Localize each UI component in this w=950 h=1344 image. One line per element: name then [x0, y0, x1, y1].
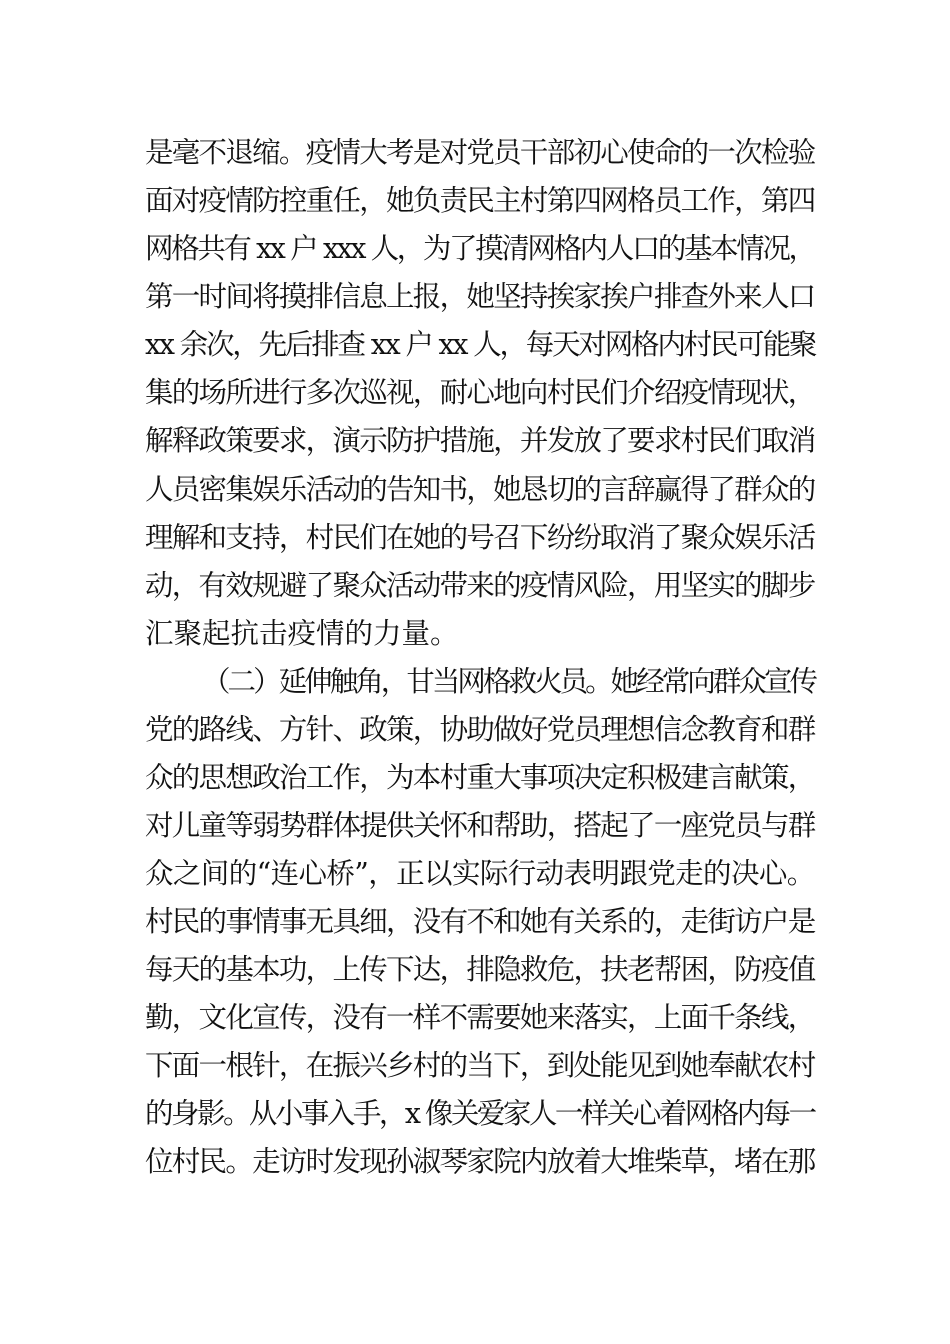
- text-line-20: 下面一根针，在振兴乡村的当下，到处能见到她奉献农村: [145, 1049, 815, 1082]
- text-line-18: 每天的基本功，上传下达，排隐救危，扶老帮困，防疫值: [145, 953, 815, 986]
- text-line-19: 勤，文化宣传，没有一样不需要她来落实，上面千条线，: [145, 1001, 815, 1034]
- text-line-8: 人员密集娱乐活动的告知书，她恳切的言辞赢得了群众的: [145, 473, 815, 506]
- text-line-6: 集的场所进行多次巡视，耐心地向村民们介绍疫情现状，: [145, 376, 815, 409]
- text-line-17: 村民的事情事无具细，没有不和她有关系的，走街访户是: [145, 905, 815, 938]
- text-line-16: 众之间的“连心桥”，正以实际行动表明跟党走的决心。: [145, 857, 815, 890]
- text-line-3: 网格共有 xx 户 xxx 人，为了摸清网格内人口的基本情况，: [145, 232, 815, 265]
- text-line-21: 的身影。从小事入手，x 像关爱家人一样关心着网格内每一: [145, 1097, 815, 1130]
- text-line-1: 是毫不退缩。疫情大考是对党员干部初心使命的一次检验: [145, 136, 815, 169]
- text-line-2: 面对疫情防控重任，她负责民主村第四网格员工作，第四: [145, 184, 815, 217]
- text-line-9: 理解和支持，村民们在她的号召下纷纷取消了聚众娱乐活: [145, 521, 815, 554]
- text-line-14: 众的思想政治工作，为本村重大事项决定积极建言献策，: [145, 761, 815, 794]
- text-line-13: 党的路线、方针、政策，协助做好党员理想信念教育和群: [145, 713, 815, 746]
- text-line-11: 汇聚起抗击疫情的力量。: [145, 617, 459, 650]
- text-line-5: xx 余次，先后排查 xx 户 xx 人，每天对网格内村民可能聚: [145, 328, 816, 361]
- text-line-7: 解释政策要求，演示防护措施，并发放了要求村民们取消: [145, 424, 815, 457]
- text-line-4: 第一时间将摸排信息上报，她坚持挨家挨户排查外来人口: [145, 280, 815, 313]
- text-line-22: 位村民。走访时发现孙淑琴家院内放着大堆柴草，堵在那: [145, 1145, 815, 1178]
- text-line-10: 动，有效规避了聚众活动带来的疫情风险，用坚实的脚步: [145, 569, 815, 602]
- paragraph-start-line: （二）延伸触角，甘当网格救火员。她经常向群众宣传: [202, 665, 816, 698]
- text-line-15: 对儿童等弱势群体提供关怀和帮助，搭起了一座党员与群: [145, 809, 815, 842]
